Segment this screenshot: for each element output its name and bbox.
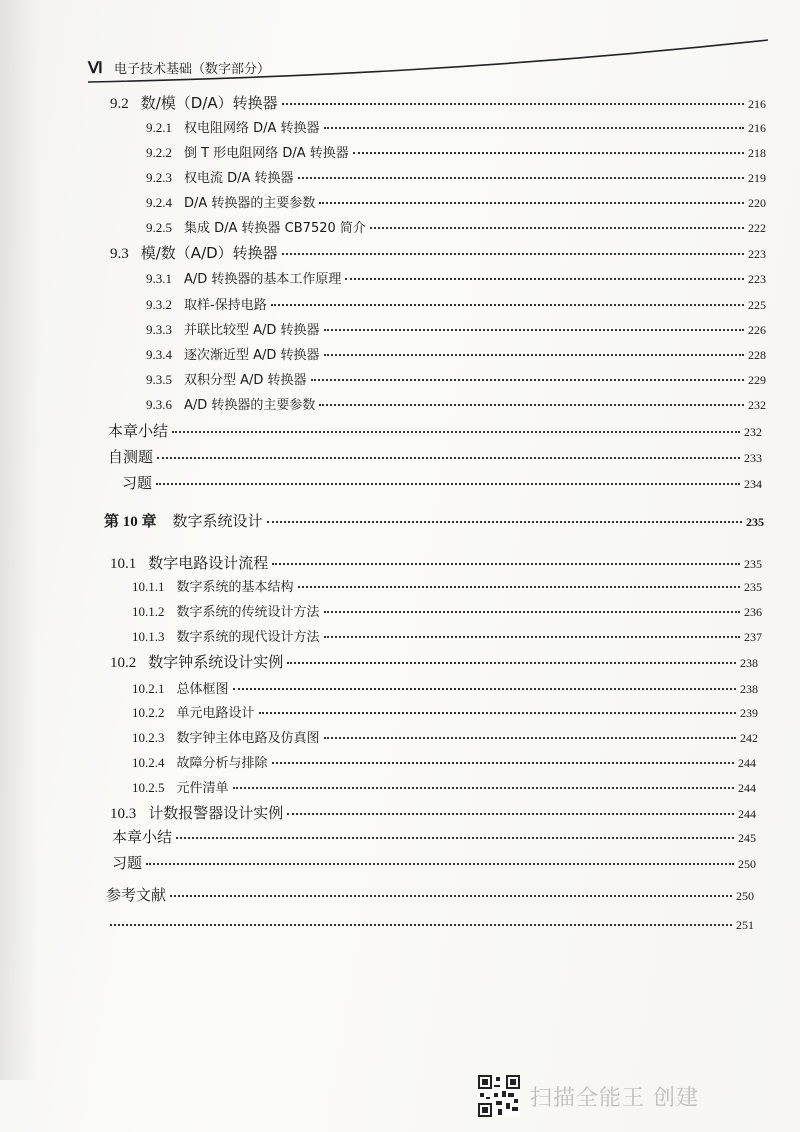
toc-entry[interactable] (146, 142, 766, 161)
toc-leader-dots (298, 585, 740, 588)
toc-leader-dots (146, 862, 734, 865)
toc-leader-dots (287, 812, 734, 815)
toc-entry[interactable] (146, 167, 766, 186)
toc-entry[interactable] (112, 826, 756, 847)
toc-leader-dots (324, 635, 740, 638)
page-roman-number: Ⅵ (88, 60, 103, 77)
toc-number: 9.3.4 (146, 347, 172, 362)
toc-entry[interactable] (132, 727, 758, 746)
toc-number: 9.3.5 (146, 372, 172, 387)
toc-title: 数字系统的现代设计方法 (176, 630, 320, 645)
toc-title: 总体框图 (176, 682, 229, 697)
toc-number: 9.2.3 (146, 170, 172, 185)
toc-leader-dots (319, 403, 744, 406)
toc-entry[interactable] (132, 576, 762, 595)
toc-page-number: 235 (746, 515, 764, 529)
toc-number: 10.2.1 (132, 681, 165, 696)
toc-title: 故障分析与排除 (176, 756, 268, 771)
toc-leader-dots (345, 277, 744, 280)
toc-leader-dots (324, 610, 740, 613)
toc-title: 权电流 D/A 转换器 (184, 171, 294, 186)
toc-page-number: 245 (738, 831, 756, 845)
toc-title: 数字系统设计 (172, 512, 263, 530)
toc-title: 自测题 (108, 448, 154, 466)
toc-leader-dots (370, 226, 744, 229)
toc-leader-dots (353, 151, 744, 154)
toc-number: 10.2.4 (132, 755, 165, 770)
toc-entry[interactable] (146, 294, 766, 313)
toc-leader-dots (259, 711, 736, 714)
toc-title: 数字钟系统设计实例 (148, 653, 284, 671)
toc-title: 模/数（A/D）转换器 (140, 244, 278, 262)
toc-entry[interactable] (132, 678, 758, 697)
scanner-watermark (478, 1074, 758, 1118)
toc-page-number: 223 (748, 247, 766, 261)
toc-page-number: 237 (744, 630, 762, 644)
toc-leader-dots (271, 303, 744, 306)
toc-page-number: 220 (748, 196, 766, 210)
toc-leader-dots (282, 252, 744, 255)
toc-title: 数字钟主体电路及仿真图 (176, 731, 320, 746)
toc-title: 数字电路设计流程 (148, 554, 269, 572)
toc-number: 9.2.2 (146, 145, 172, 160)
toc-number: 9.3 (110, 246, 129, 262)
toc-number: 10.2.2 (132, 705, 165, 720)
toc-entry[interactable] (110, 92, 766, 113)
toc-number: 9.3.2 (146, 297, 172, 312)
toc-title: 并联比较型 A/D 转换器 (184, 323, 320, 338)
toc-entry[interactable] (146, 394, 766, 413)
toc-number: 10.1 (110, 556, 137, 572)
toc-entry[interactable] (106, 918, 754, 933)
toc-number: 9.2 (110, 96, 129, 112)
book-title: 电子技术基础（数字部分） (114, 62, 271, 77)
toc-title: 双积分型 A/D 转换器 (184, 373, 307, 388)
toc-entry[interactable] (132, 752, 756, 771)
toc-leader-dots (156, 482, 740, 485)
toc-number: 10.2.3 (132, 730, 165, 745)
toc-title: 本章小结 (108, 422, 169, 440)
toc-page-number: 235 (744, 557, 762, 571)
toc-entry[interactable] (132, 702, 758, 721)
toc-leader-dots (287, 661, 736, 664)
toc-page-number: 239 (740, 706, 758, 720)
toc-entry[interactable] (132, 601, 762, 620)
toc-entry[interactable] (110, 651, 758, 672)
toc-title: 倒 T 形电阻网络 D/A 转换器 (184, 146, 349, 161)
toc-entry[interactable] (146, 344, 766, 363)
toc-entry[interactable] (108, 420, 762, 441)
toc-number: 10.2 (110, 655, 137, 671)
toc-page-number: 238 (740, 682, 758, 696)
toc-leader-dots (176, 836, 734, 839)
toc-entry[interactable] (146, 217, 766, 236)
toc-page-number: 219 (748, 171, 766, 185)
toc-leader-dots (324, 126, 744, 129)
toc-title: A/D 转换器的主要参数 (184, 398, 316, 413)
toc-entry[interactable] (122, 472, 762, 493)
toc-leader-dots (311, 378, 744, 381)
toc-number: 9.2.4 (146, 195, 172, 210)
toc-page-number: 218 (748, 146, 766, 160)
toc-entry[interactable] (146, 192, 766, 211)
toc-title: 单元电路设计 (176, 706, 255, 721)
toc-page-number: 228 (748, 348, 766, 362)
scanner-brand-text: 扫描全能王 创建 (530, 1085, 699, 1111)
toc-entry[interactable] (132, 626, 762, 645)
toc-leader-dots (272, 761, 734, 764)
toc-title: D/A 转换器的主要参数 (184, 196, 316, 211)
toc-page-number: 233 (744, 451, 762, 465)
toc-page-number: 223 (748, 272, 766, 286)
toc-leader-dots (157, 456, 740, 459)
toc-page-number: 250 (736, 889, 754, 903)
toc-title: 集成 D/A 转换器 CB7520 简介 (184, 221, 366, 236)
toc-title: 数字系统的基本结构 (176, 580, 294, 595)
toc-page-number: 251 (736, 918, 754, 932)
toc-page-number: 250 (738, 857, 756, 871)
toc-title: 元件清单 (176, 781, 229, 796)
toc-entry[interactable] (106, 884, 754, 905)
toc-page-number: 242 (740, 731, 758, 745)
toc-entry[interactable] (112, 852, 756, 873)
toc-entry[interactable] (146, 369, 766, 388)
toc-leader-dots (233, 786, 734, 789)
toc-number: 10.2.5 (132, 780, 165, 795)
toc-number: 9.3.1 (146, 271, 172, 286)
toc-title: 取样-保持电路 (184, 298, 267, 313)
toc-title: 逐次渐近型 A/D 转换器 (184, 348, 320, 363)
toc-title: 参考文献 (106, 886, 167, 904)
toc-number: 10.1.2 (132, 604, 165, 619)
toc-number: 10.1.1 (132, 579, 165, 594)
toc-title: 权电阻网络 D/A 转换器 (184, 121, 320, 136)
toc-page-number: 244 (738, 781, 756, 795)
toc-page-number: 229 (748, 373, 766, 387)
toc-entry[interactable] (110, 552, 762, 573)
toc-leader-dots (324, 736, 736, 739)
toc-page-number: 216 (748, 121, 766, 135)
toc-leader-dots (110, 923, 732, 926)
qr-code-icon (478, 1075, 520, 1117)
toc-entry[interactable] (104, 510, 764, 531)
toc-leader-dots (233, 687, 736, 690)
toc-entry[interactable] (146, 319, 766, 338)
toc-page-number: 234 (744, 477, 762, 491)
toc-entry[interactable] (108, 446, 762, 467)
toc-leader-dots (272, 562, 740, 565)
toc-page-number: 232 (748, 398, 766, 412)
toc-page-number: 216 (748, 97, 766, 111)
toc-page-number: 244 (738, 807, 756, 821)
toc-title: 本章小结 (112, 828, 173, 846)
toc-title: 习题 (122, 474, 153, 492)
toc-page-number: 244 (738, 756, 756, 770)
toc-leader-dots (267, 520, 742, 523)
toc-title: 数/模（D/A）转换器 (140, 94, 278, 112)
toc-page-number: 238 (740, 656, 758, 670)
toc-title: 数字系统的传统设计方法 (176, 605, 320, 620)
toc-entry[interactable] (146, 268, 766, 287)
toc-title: A/D 转换器的基本工作原理 (184, 272, 342, 287)
toc-entry[interactable] (146, 117, 766, 136)
toc-number: 9.2.1 (146, 120, 172, 135)
toc-leader-dots (298, 176, 744, 179)
toc-leader-dots (324, 353, 744, 356)
toc-number: 第 10 章 (104, 514, 157, 530)
toc-leader-dots (170, 894, 732, 897)
toc-page-number: 236 (744, 605, 762, 619)
toc-page-number: 232 (744, 425, 762, 439)
toc-number: 10.3 (110, 806, 137, 822)
toc-leader-dots (319, 201, 744, 204)
toc-number: 9.3.6 (146, 397, 172, 412)
toc-leader-dots (282, 102, 744, 105)
toc-number: 10.1.3 (132, 629, 165, 644)
toc-page-number: 226 (748, 323, 766, 337)
toc-leader-dots (324, 328, 744, 331)
toc-number: 9.3.3 (146, 322, 172, 337)
toc-page-number: 222 (748, 221, 766, 235)
toc-entry[interactable] (110, 802, 756, 823)
toc-leader-dots (172, 430, 740, 433)
toc-page-number: 225 (748, 298, 766, 312)
toc-title: 习题 (112, 854, 143, 872)
toc-title: 计数报警器设计实例 (148, 804, 284, 822)
toc-entry[interactable] (132, 777, 756, 796)
toc-page-number: 235 (744, 580, 762, 594)
toc-number: 9.2.5 (146, 220, 172, 235)
toc-entry[interactable] (110, 242, 766, 263)
